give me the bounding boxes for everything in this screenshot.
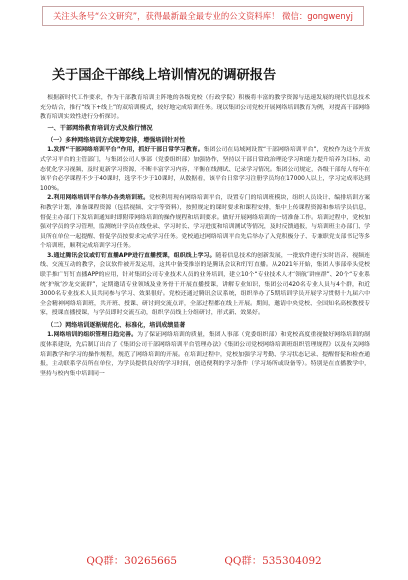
paragraph: [40, 194, 370, 252]
paragraph: [40, 252, 370, 319]
paragraph-intro: 根据新时代工作要求，作为干部教育培训主阵地的各级党校（行政学院）积极将丰富的教学资源与迅速发展的现代信息技术充分结合，推行“线下+线上”的双培训模式，较好地完成培训任务。现以集团公司党校开展网络培训教育为例，对提高干部网络教育培训实效性进行分析探讨。: [40, 95, 370, 121]
paragraph: [40, 331, 370, 379]
paragraph-text: 随着信息技术的创新发展，一批软件进行实时语音、视频连线、交流互动的教学，会议软件被开发运用，这其中备受推崇的是腾讯会议和钉钉直播。从2021年开始，集团人事部牵头党校联手推广钉钉直播APP的应用，针对集团公司专业技术人员的业务培训，建立10个“专业技术人才‘领航’讲座群”、20个“专业系统‘护航’沙龙交流群”，定期邀请专业领域及业务骨干开展直播授课，讲解专业知识，集团公司420名专业人员与4个群，和近3000名专业技术人员共同参与学习、效果很好。党校还通过腾讯会议系统，组织举办了5期培训学员开展学习贯彻十九届六中全会精神网络培训班，共开班、授课、研讨到交流点评，全部过程都在线上开展。期间，邀请中央党校、全国知名高校教授专家，授课直播授课，与学员即时交流互动，组织学员线上分组研讨，形式新、效果好。: [40, 252, 371, 317]
footer-qq-group-1: QQ群：30265665: [86, 555, 178, 567]
paragraph-lead: 1.发挥“干部网络培训平台”作用，抓好干部日常学习教育。: [47, 147, 204, 154]
subsection-heading: （二）网络培训逐渐规范化、标准化，培训成绩显著: [47, 321, 186, 329]
paragraph: [40, 146, 370, 194]
paragraph-lead: 3.通过腾讯会议或钉钉直播APP进行直播授课，组织线上学习。: [47, 252, 216, 259]
top-banner: 关注头条号“公文研究”，获得最新最全最专业的公文资料库！ 微信：gongwenyj: [42, 6, 364, 26]
subsection-heading: （一）多种网络培训方式统筹安排，增强培训针对性: [47, 136, 186, 144]
document-title: 关于国企干部线上培训情况的调研报告: [52, 68, 277, 83]
paragraph-text: 党校利用现有网络培训平台，设置专门的培训班模块，组织人员设计、编排培训方案和教学计划，准备课程资源（包括视频、文字等资料），按照规定的课时要求和课程安排，集中上传课程资源和参培学员信息，督促主办部门下发培训通知时即附带网络培训的操作规程和培训要求。做好开展网络培训的一切准备工作。培训过程中，党校加强对学员的学习管理，监测统计学员在线登录、学习时长、学习进度和培训测试等情况，及时反馈通报，与培训班主办部门、学员所在单位一起提醒、督促学员按要求完成学习任务。党校通过网络培训平台先后举办了入党积极分子、专兼职党支部书记等多个培训班，顺利完成培训学习任务。: [40, 195, 371, 250]
paragraph-lead: 2.利用网络培训平台举办各类培训班。: [47, 195, 150, 202]
footer-qq-group-2: QQ群：535304092: [224, 555, 322, 567]
section-heading: 一、干部网络教育培训方式及推行情况: [47, 125, 153, 133]
paragraph-lead: 1.网络培训的组织管理日趋完善。: [47, 332, 138, 339]
document-body: [40, 94, 370, 379]
footer-contacts: [0, 552, 408, 567]
paragraph-text: 集团公司在局域网设置“干部网络培训平台”，党校作为这个开放式学习平台的主管部门，与集团公司人事部（党委组织部）加强协作，坚持以干部日常政治理论学习和能力提升培养为目标，动态优化学习视频，及时更新学习资源，不断丰富学习内容，平衡在线测试、记录学习情况。集团公司规定，各级干部每人每年在该平台必学课程不少于40课时，选学不少于10课时，从数据看，该平台日常学习注册学员均在17000人以上，学习完成率达到100%。: [40, 147, 370, 192]
paragraph-text: 为了保证网络培训的质量，集团人事部（党委组织部）和党校高度重视做好网络培训的制度体系建设，先后制订出台了《集团公司干部网络培训平台管理办法》《集团公司党校网络培训班组织管理规程》以及有关网络培训教学和学习的操作规程，规范了网络培训的开展。在培训过程中，党校加强学习考勤、学习状态记录、提醒督促和检查通报，主动联系学员所在单位，为学员提供良好的学习时间，创造便利的学习条件（学习场所或设备等）。特别是在直播教学中，坚持与校内集中培训同一: [40, 332, 370, 377]
